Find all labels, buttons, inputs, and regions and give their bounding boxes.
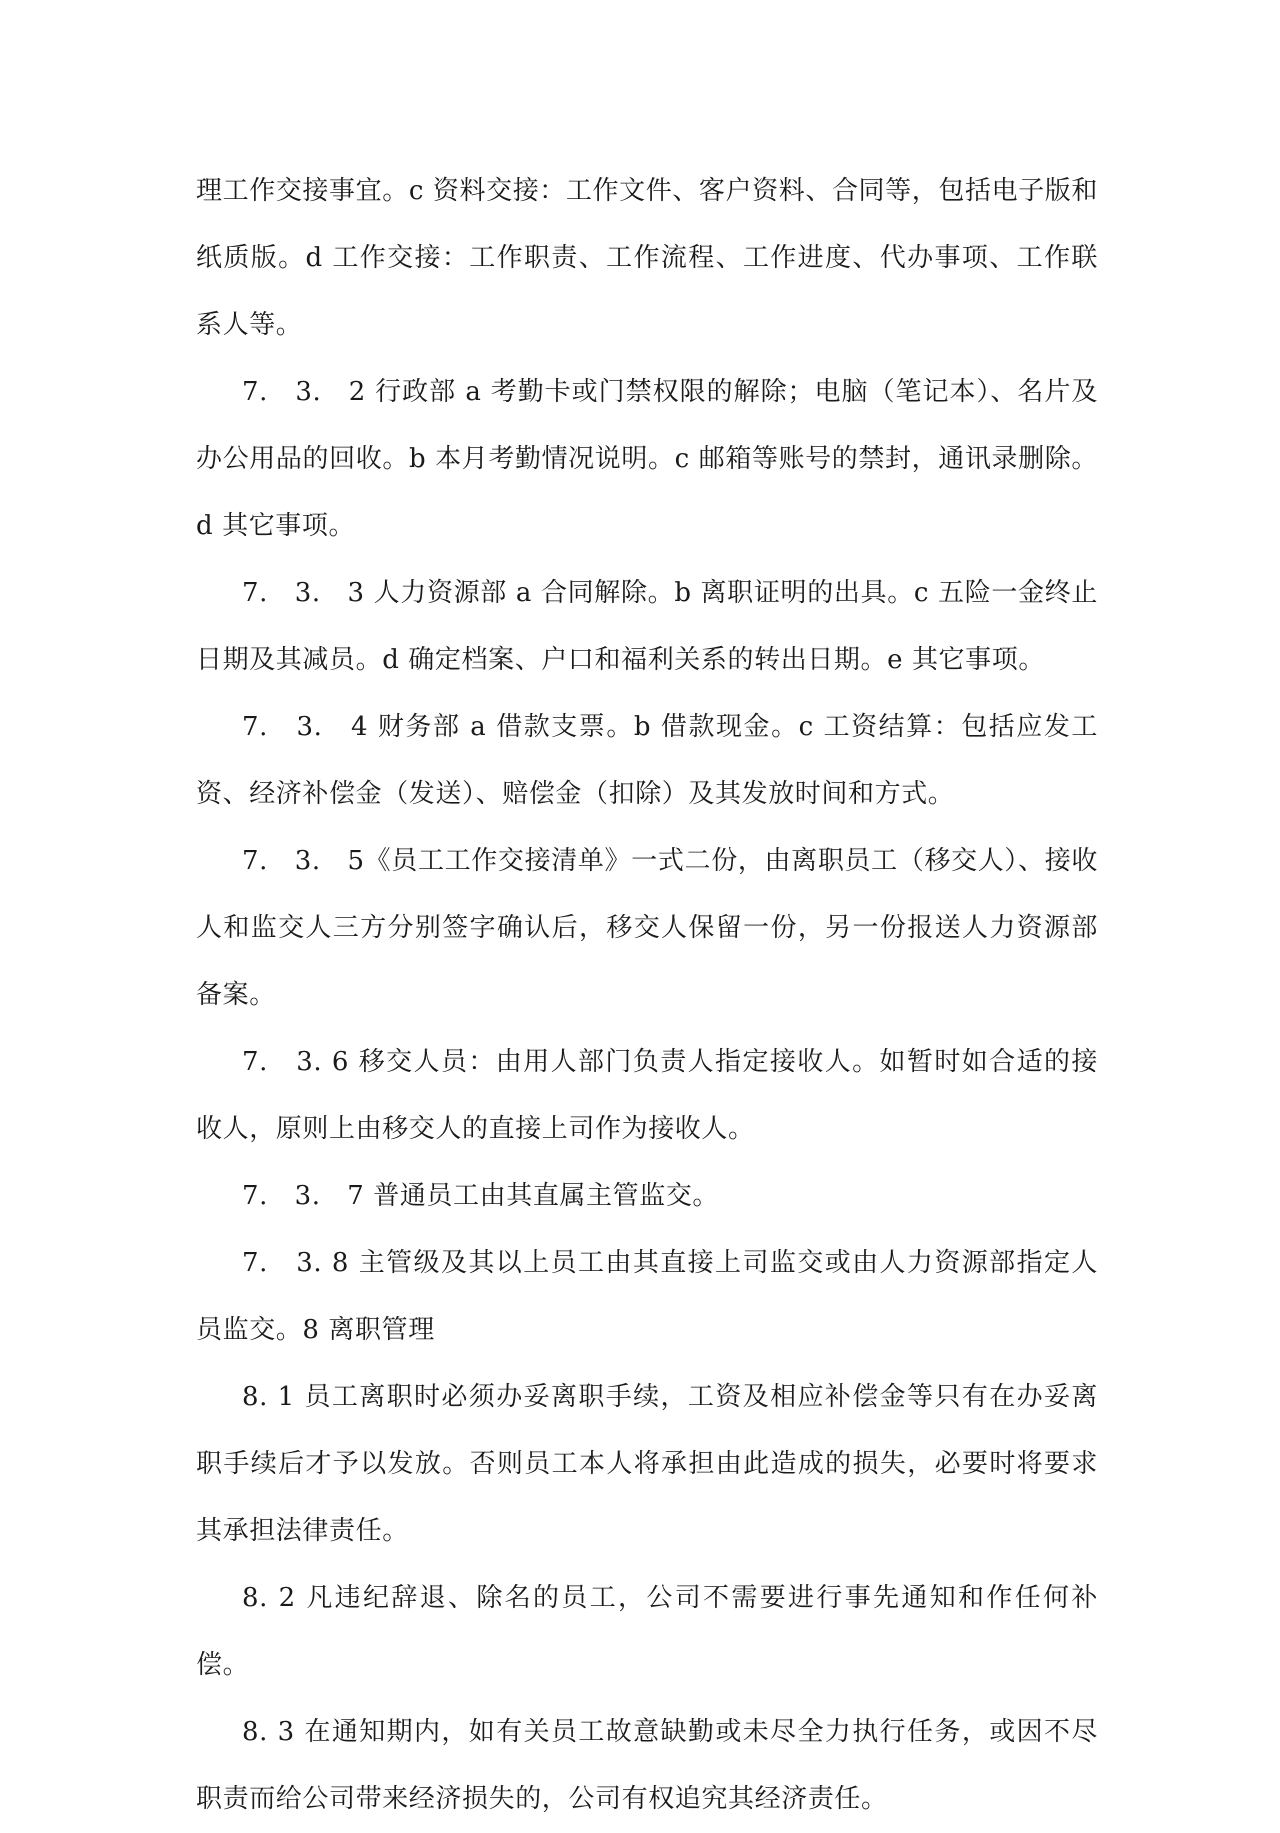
paragraph-8-3: 8. 3 在通知期内，如有关员工故意缺勤或未尽全力执行任务，或因不尽职责而给公司带来经济损失的，公司有权追究其经济责任。: [196, 1717, 1098, 1814]
paragraph-7-3-3: 7. 3. 3 人力资源部 a 合同解除。b 离职证明的出具。c 五险一金终止日期及其减员。d 确定档案、户口和福利关系的转出日期。e 其它事项。: [196, 578, 1098, 675]
paragraph-7-3-5: 7. 3. 5《员工工作交接清单》一式二份，由离职员工（移交人）、接收人和监交人三方分别签字确认后，移交人保留一份，另一份报送人力资源部备案。: [196, 846, 1098, 1010]
paragraph-8-1: 8. 1 员工离职时必须办妥离职手续，工资及相应补偿金等只有在办妥离职手续后才予以发放。否则员工本人将承担由此造成的损失，必要时将要求其承担法律责任。: [196, 1382, 1098, 1546]
paragraph-continuation: 理工作交接事宜。c 资料交接：工作文件、客户资料、合同等，包括电子版和纸质版。d 工作交接：工作职责、工作流程、工作进度、代办事项、工作联系人等。: [196, 176, 1098, 340]
paragraph-7-3-8: 7. 3. 8 主管级及其以上员工由其直接上司监交或由人力资源部指定人员监交。8 离职管理: [196, 1248, 1098, 1345]
paragraph-7-3-4: 7. 3. 4 财务部 a 借款支票。b 借款现金。c 工资结算：包括应发工资、经济补偿金（发送）、赔偿金（扣除）及其发放时间和方式。: [196, 712, 1098, 809]
paragraph-7-3-7: 7. 3. 7 普通员工由其直属主管监交。: [242, 1181, 720, 1211]
paragraph-8-2: 8. 2 凡违纪辞退、除名的员工，公司不需要进行事先通知和作任何补偿。: [196, 1583, 1098, 1680]
paragraph-7-3-6: 7. 3. 6 移交人员：由用人部门负责人指定接收人。如暂时如合适的接收人，原则上由移交人的直接上司作为接收人。: [196, 1047, 1098, 1144]
document-body: [196, 158, 1098, 1833]
paragraph-7-3-2: 7. 3. 2 行政部 a 考勤卡或门禁权限的解除；电脑（笔记本）、名片及办公用品的回收。b 本月考勤情况说明。c 邮箱等账号的禁封，通讯录删除。d 其它事项。: [196, 377, 1098, 541]
